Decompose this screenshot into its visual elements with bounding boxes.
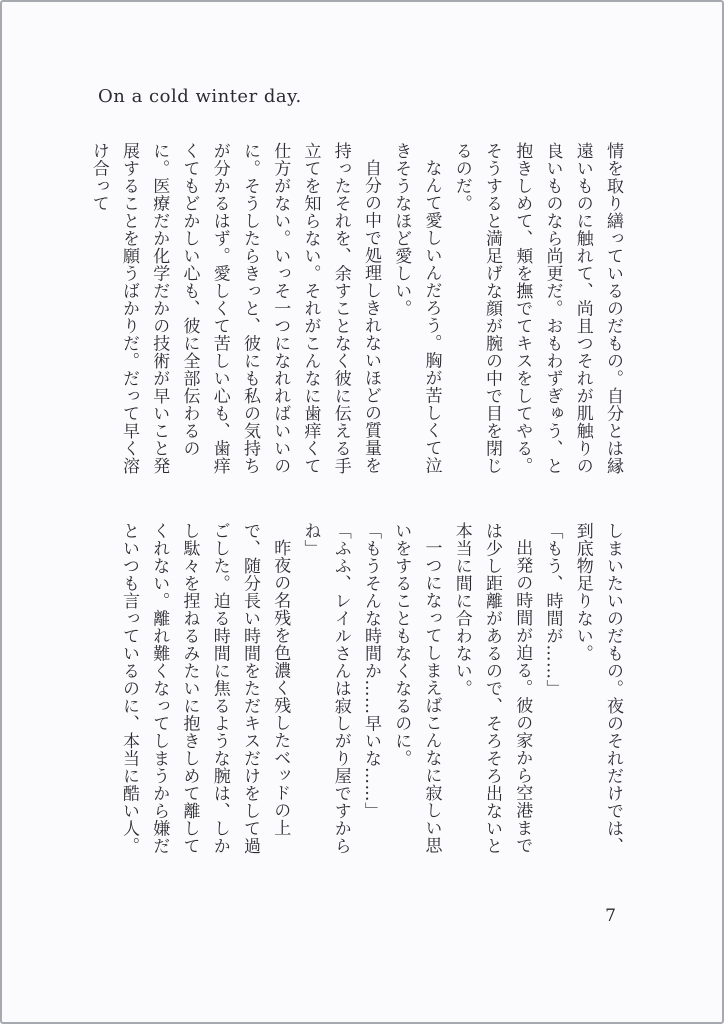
vertical-text-block-lower <box>114 522 628 866</box>
paragraph: 自分の中で処理しきれないほどの質量を持ったそれを、余すことなく彼に伝える手立てを知らない。それがこんなに歯痒くて仕方がない。いっそ一つになれればいいのに。そうしたらきっと、彼にも私の気持ちが分かるはず。愛しくて苦しい心も、歯痒くてもどかしい心も、彼に全部伝わるのに。医療だか化学だかの技術が早いこと発展することを願うばかりだ。だって早く溶け合って <box>88 142 381 475</box>
paragraph: なんて愛しいんだろう。胸が苦しくて泣きそうなほど愛しい。 <box>391 142 442 474</box>
paragraph: しまいたいのだもの。夜のそれだけでは、到底物足りない。 <box>572 522 623 855</box>
paragraph: 昨夜の名残を色濃く残したベッドの上で、随分長い時間をただキスだけをして過ごした。迫る時間に焦るような腕は、しかし駄々を捏ねるみたいに抱きしめて離してくれない。離れ難くなってしまうから嫌だといつも言っているのに、本当に酷い人。 <box>119 522 291 855</box>
paragraph: 「ふふ、レイルさんは寂しがり屋ですからね」 <box>300 522 351 855</box>
paragraph: 一つになってしまえばこんなに寂しい思いをすることもなくなるのに。 <box>391 522 442 854</box>
paragraph: 情を取り繕っているのだもの。自分とは縁遠いものに触れて、尚且つそれが肌触りの良いものなら尚更だ。おもわずぎゅう、と抱きしめて、頬を撫でてキスをしてやる。そうすると満足げな顔が腕の中で目を閉じるのだ。 <box>451 142 623 475</box>
page-number: 7 <box>605 906 616 926</box>
paragraph: 出発の時間が迫る。彼の家から空港までは少し距離があるので、そろそろ出ないと本当に間に合わない。 <box>451 522 533 855</box>
paragraph: 「もう、時間が……」 <box>542 522 563 697</box>
vertical-text-block-upper <box>84 142 629 480</box>
paragraph: 「もうそんな時間か……早いな……」 <box>361 522 381 820</box>
page-title: On a cold winter day. <box>98 86 302 107</box>
